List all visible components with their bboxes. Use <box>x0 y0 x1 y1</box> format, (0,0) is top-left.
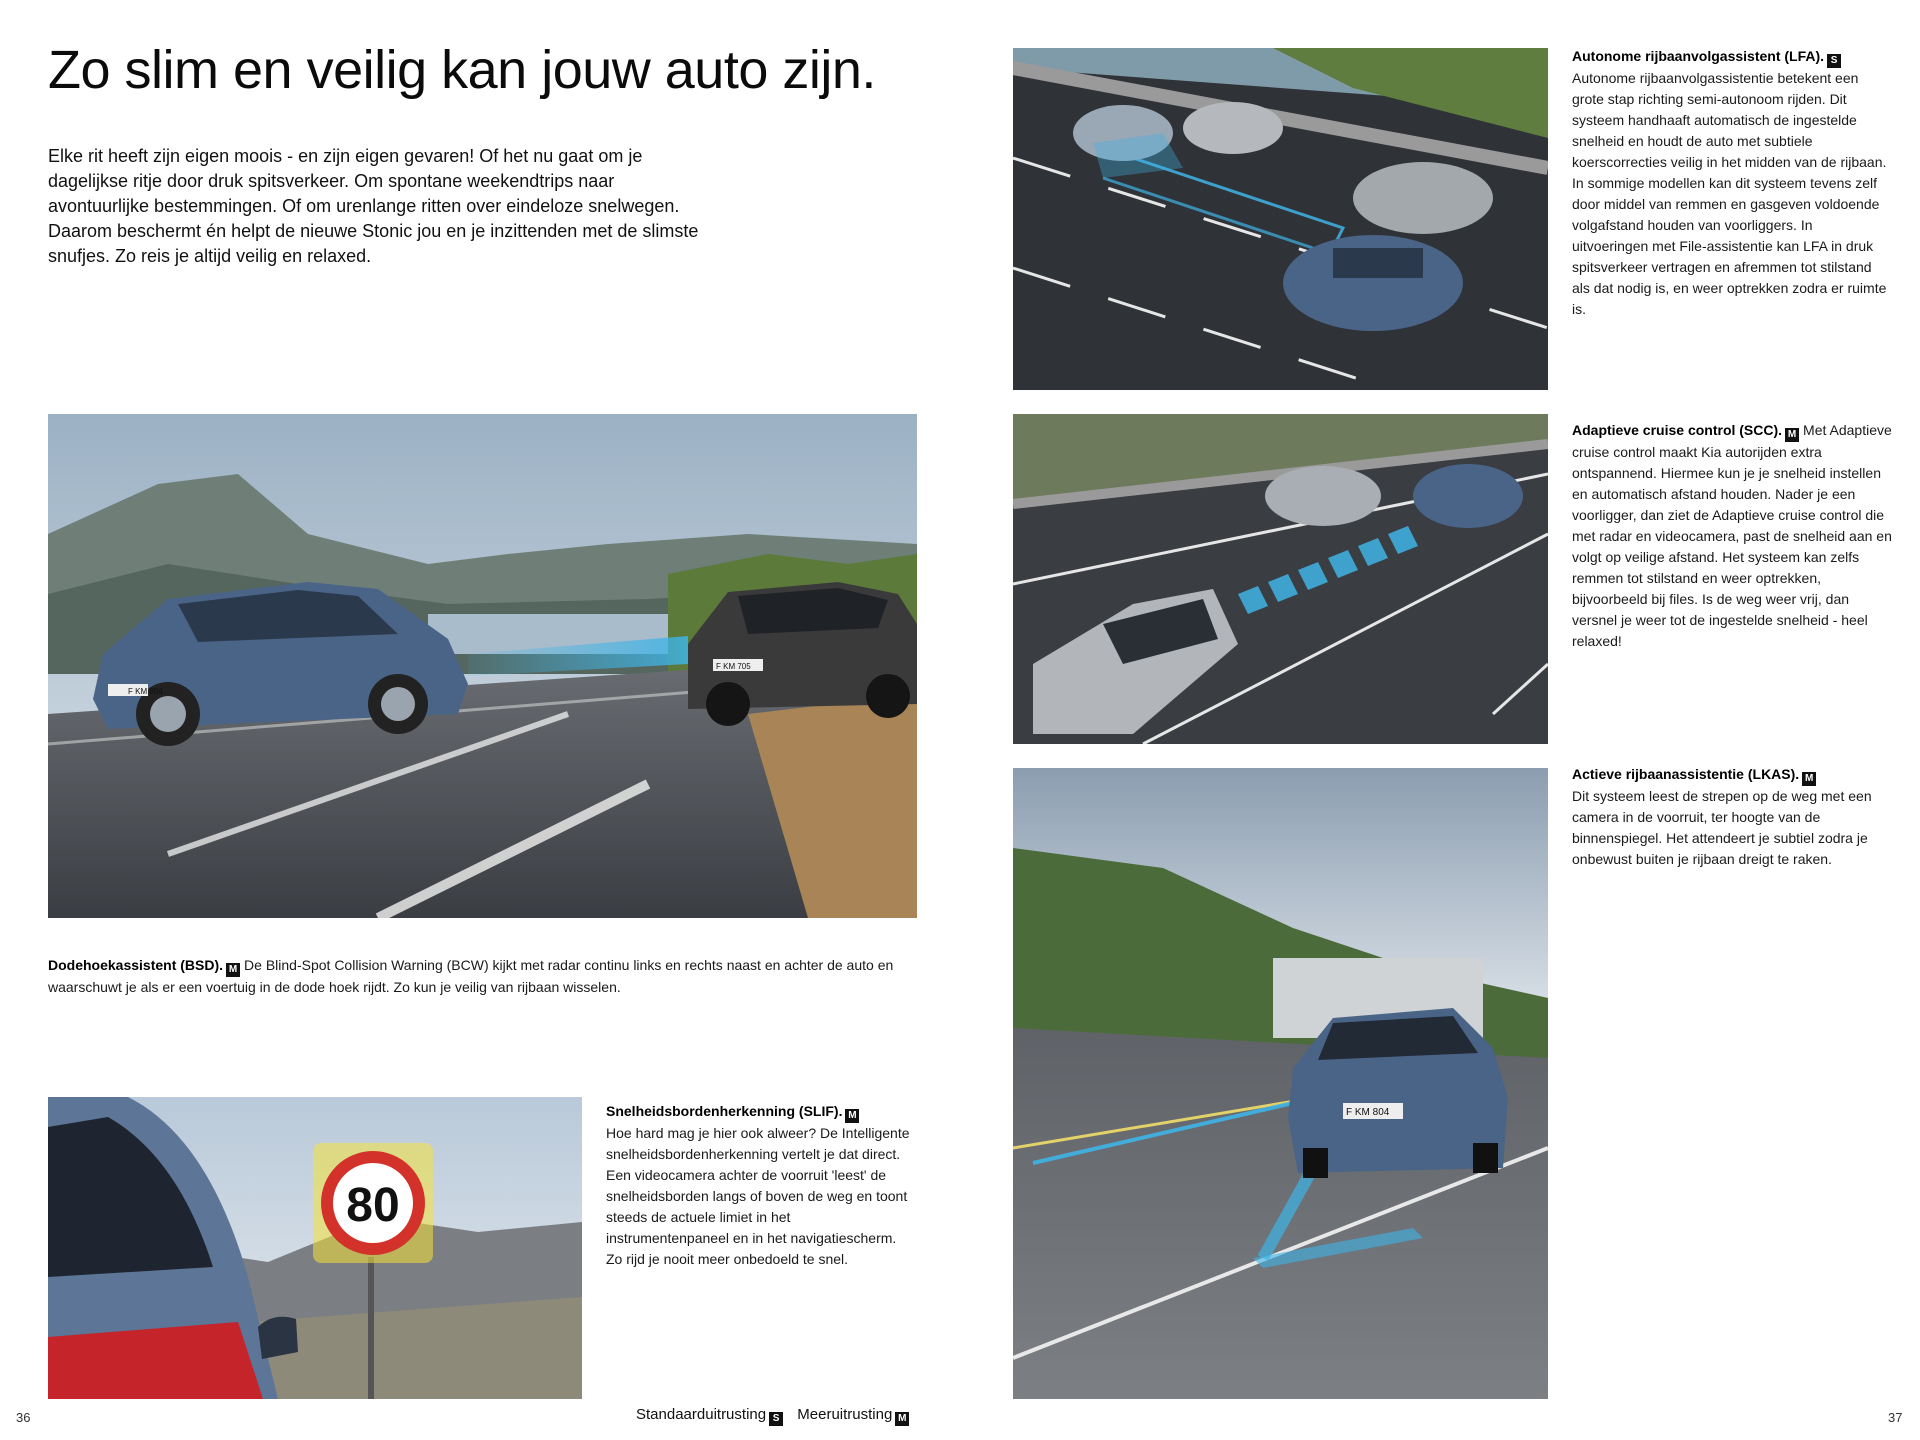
page-number-right: 37 <box>1888 1410 1903 1425</box>
lkas-car <box>1288 1008 1508 1178</box>
lkas-photo <box>1013 768 1548 1399</box>
bsd-badge: M <box>226 963 240 977</box>
bsd-text: De Blind-Spot Collision Warning (BCW) kijkt met radar continu links en rechts naast en achter de auto en waarschuwt je als er een voertuig in de dode hoek rijdt. Zo kun je veilig van rijbaan wisselen. <box>48 957 894 995</box>
slif-caption <box>606 1101 916 1270</box>
slif-text: Hoe hard mag je hier ook alweer? De Intelligente snelheidsbordenherkenning vertelt je dat direct. Een videocamera achter de voorruit 'leest' de snelheidsborden langs of boven de weg en toont steeds de actuele limiet in het instrumentenpaneel en in het navigatiescherm. Zo rijd je nooit meer onbedoeld te snel. <box>606 1125 910 1267</box>
bsd-rear-plate: F KM 705 <box>716 662 751 671</box>
extra-badge: M <box>895 1412 909 1426</box>
scc-badge: M <box>1785 428 1799 442</box>
bsd-title: Dodehoekassistent (BSD). <box>48 957 224 973</box>
lkas-caption <box>1572 764 1892 870</box>
dark-suv <box>688 582 917 726</box>
scc-title: Adaptieve cruise control (SCC). <box>1572 422 1783 438</box>
slif-photo <box>48 1097 582 1399</box>
standard-badge: S <box>769 1412 783 1426</box>
intro-paragraph: Elke rit heeft zijn eigen moois - en zijn eigen gevaren! Of het nu gaat om je dagelijkse ritje door druk spitsverkeer. Om spontane weekendtrips naar avontuurlijke bestemmingen. Of om urenlange ritten over eindeloze snelwegen. Daarom beschermt én helpt de nieuwe Stonic jou en je inzittenden met de slimste snufjes. Zo reis je altijd veilig en relaxed. <box>48 146 699 266</box>
lfa-illustration <box>1013 48 1548 390</box>
speed-sign <box>313 1143 433 1263</box>
bsd-illustration <box>48 414 917 918</box>
equipment-legend <box>636 1406 913 1426</box>
page-title: Zo slim en veilig kan jouw auto zijn. <box>48 40 876 100</box>
scc-illustration <box>1013 414 1548 744</box>
lfa-badge: S <box>1827 54 1841 68</box>
scc-caption <box>1572 420 1892 652</box>
speed-sign-value: 80 <box>346 1179 400 1232</box>
lkas-title: Actieve rijbaanassistentie (LKAS). <box>1572 766 1800 782</box>
lfa-photo <box>1013 48 1548 390</box>
lkas-badge: M <box>1802 772 1816 786</box>
bsd-photo <box>48 414 917 918</box>
scc-photo <box>1013 414 1548 744</box>
page-number-left: 36 <box>16 1410 31 1425</box>
slif-title: Snelheidsbordenherkenning (SLIF). <box>606 1103 843 1119</box>
lfa-title: Autonome rijbaanvolgassistent (LFA). <box>1572 48 1825 64</box>
slif-illustration <box>48 1097 582 1399</box>
lfa-text: Autonome rijbaanvolgassistentie betekent een grote stap richting semi-autonoom rijden. Dit systeem handhaaft automatisch de ingestelde snelheid en houdt de auto met subtiele koerscorrecties veilig in het midden van de rijbaan. In sommige modellen kan dit systeem tevens zelf door middel van remmen en gasgeven voldoende volgafstand houden van voorliggers. In uitvoeringen met File-assistentie kan LFA in druk spitsverkeer vertragen en afremmen tot stilstand als dat nodig is, en weer optrekken zodra er ruimte is. <box>1572 70 1887 317</box>
standard-label: Standaarduitrusting <box>636 1406 767 1423</box>
lkas-plate: F KM 804 <box>1346 1107 1390 1118</box>
bsd-front-plate: F KM 804 <box>128 687 163 696</box>
slif-badge: M <box>845 1109 859 1123</box>
lkas-illustration <box>1013 768 1548 1399</box>
bsd-caption <box>48 955 918 998</box>
lfa-caption <box>1572 46 1892 320</box>
extra-label: Meeruitrusting <box>797 1406 893 1423</box>
lkas-text: Dit systeem leest de strepen op de weg met een camera in de voorruit, ter hoogte van de binnenspiegel. Het attendeert je subtiel zodra je onbewust buiten je rijbaan dreigt te raken. <box>1572 788 1872 867</box>
scc-text: Met Adaptieve cruise control maakt Kia autorijden extra ontspannend. Hiermee kun je je snelheid instellen en automatisch afstand houden. Nader je een voorligger, dan ziet de Adaptieve cruise control die met radar en videocamera, past de snelheid aan en volgt op veilige afstand. Het systeem kan zelfs remmen tot stilstand en weer optrekken, bijvoorbeeld bij files. Is de weg weer vrij, dan versnel je weer tot de ingestelde snelheid - heel relaxed! <box>1572 422 1892 649</box>
